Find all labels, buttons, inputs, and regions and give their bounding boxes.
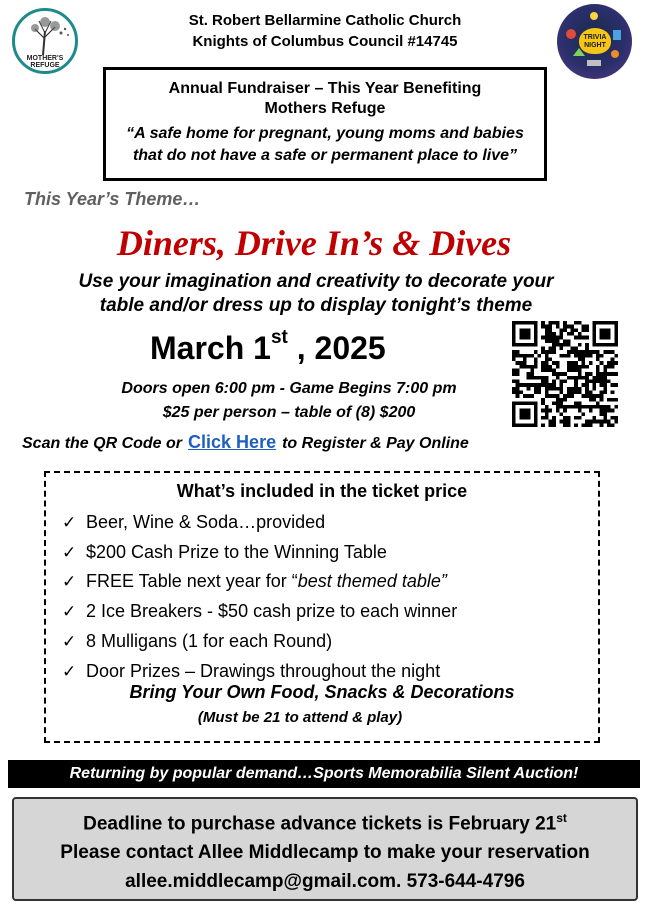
quote-line-1: “A safe home for pregnant, young moms and babies: [126, 125, 524, 142]
theme-title: Diners, Drive In’s & Dives: [116, 223, 512, 263]
list-item: ✓ FREE Table next year for “best themed table”: [62, 567, 457, 597]
deadline-box: [12, 797, 638, 901]
bring-your-own: Bring Your Own Food, Snacks & Decorations: [129, 682, 515, 702]
scan-prefix: Scan the QR Code or: [22, 435, 183, 452]
beneficiary-name: Mothers Refuge: [264, 100, 386, 117]
included-list: [62, 508, 457, 686]
list-item: ✓ Beer, Wine & Soda…provided: [62, 508, 457, 538]
scan-suffix: to Register & Pay Online: [282, 435, 469, 452]
list-item: ✓ 8 Mulligans (1 for each Round): [62, 627, 457, 657]
contact-line: Please contact Allee Middlecamp to make your reservation: [60, 842, 590, 864]
registration-qr-code[interactable]: [512, 321, 618, 427]
door-times: Doors open 6:00 pm - Game Begins 7:00 pm: [121, 380, 457, 397]
list-item: ✓ $200 Cash Prize to the Winning Table: [62, 538, 457, 568]
theme-description: [0, 270, 632, 318]
date-main: March 1: [150, 330, 271, 366]
check-icon: ✓: [62, 631, 77, 651]
contact-email-phone: allee.middlecamp@gmail.com. 573-644-4796: [125, 871, 525, 893]
check-icon: ✓: [62, 661, 77, 681]
trivia-night-logo: [557, 4, 632, 79]
age-requirement: (Must be 21 to attend & play): [197, 709, 403, 726]
check-icon: ✓: [62, 513, 77, 532]
ticket-price: $25 per person – table of (8) $200: [162, 404, 416, 421]
mothers-refuge-logo: [12, 8, 78, 74]
benefit-quote: [106, 123, 544, 167]
register-link[interactable]: Click Here: [188, 432, 277, 452]
church-header: [120, 10, 530, 52]
list-item: ✓ Door Prizes – Drawings throughout the night: [62, 657, 457, 687]
check-icon: ✓: [62, 602, 77, 622]
best-themed-emphasis: best themed table”: [297, 571, 447, 592]
council-name: Knights of Columbus Council #14745: [192, 33, 458, 50]
event-date: [150, 327, 386, 367]
check-icon: ✓: [62, 572, 77, 592]
register-line: [22, 432, 469, 453]
date-suffix: st: [270, 327, 288, 349]
tree-icon: [15, 13, 75, 57]
theme-intro: This Year’s Theme…: [24, 189, 201, 209]
included-title: What’s included in the ticket price: [176, 481, 468, 501]
returning-banner: Returning by popular demand…Sports Memorabilia Silent Auction!: [8, 760, 640, 788]
list-item: ✓ 2 Ice Breakers - $50 cash prize to each winner: [62, 597, 457, 627]
benefit-line-1: Annual Fundraiser – This Year Benefiting: [168, 80, 482, 97]
theme-desc-line-2: table and/or dress up to display tonight’s theme: [99, 295, 533, 316]
benefit-box: [103, 67, 547, 181]
trivia-badge: TRIVIA NIGHT: [579, 28, 611, 54]
date-year: , 2025: [287, 330, 386, 366]
theme-desc-line-1: Use your imagination and creativity to decorate your: [78, 271, 554, 292]
check-icon: ✓: [62, 542, 77, 562]
quote-line-2: that do not have a safe or permanent place to live”: [132, 147, 518, 164]
church-name: St. Robert Bellarmine Catholic Church: [188, 12, 462, 29]
deadline-line: Deadline to purchase advance tickets is February 21st: [83, 811, 567, 835]
logo-caption: MOTHER'S REFUGE: [26, 55, 64, 69]
